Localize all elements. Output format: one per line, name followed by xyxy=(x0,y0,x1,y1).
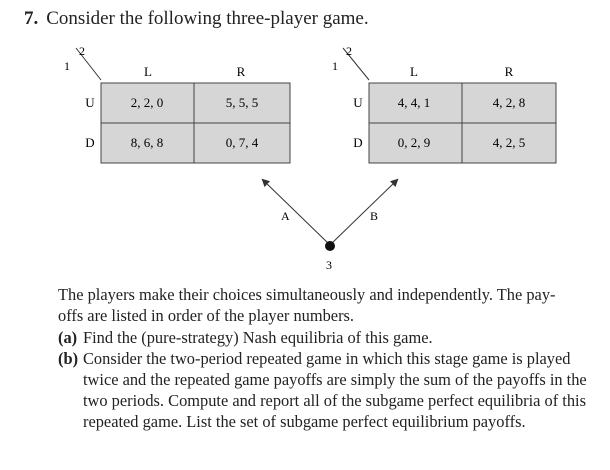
player3-node xyxy=(263,180,397,272)
question-items xyxy=(58,327,588,432)
description-paragraph: The players make their choices simultaneously and independently. The pay-offs are listed in order of the player numbers. xyxy=(58,285,556,325)
payoff-b-dr: 4, 2, 5 xyxy=(492,135,526,150)
item-a-text: Find the (pure-strategy) Nash equilibria of this game. xyxy=(83,328,433,347)
choice-label-a: A xyxy=(281,209,290,223)
payoff-a-ur: 5, 5, 5 xyxy=(225,95,259,110)
item-a xyxy=(58,327,588,348)
row-label-d: D xyxy=(85,135,95,150)
payoff-a-ul: 2, 2, 0 xyxy=(130,95,164,110)
corner-player-2: 2 xyxy=(346,44,352,58)
item-b xyxy=(58,348,588,432)
col-label-l: L xyxy=(410,64,418,79)
corner-player-1: 1 xyxy=(64,59,70,73)
arrow-b xyxy=(330,180,397,245)
row-label-d: D xyxy=(353,135,363,150)
item-b-label: (b) xyxy=(58,349,79,368)
decision-node xyxy=(325,241,335,251)
choice-label-b: B xyxy=(370,209,379,223)
question-number: 7. xyxy=(24,8,39,29)
payoff-a-dl: 8, 6, 8 xyxy=(130,135,164,150)
item-a-label: (a) xyxy=(58,328,78,347)
payoff-b-ur: 4, 2, 8 xyxy=(492,95,526,110)
corner-player-1: 1 xyxy=(332,59,338,73)
payoff-b-ul: 4, 4, 1 xyxy=(397,95,431,110)
payoff-matrix-b xyxy=(332,44,556,163)
item-b-text: Consider the two-period repeated game in which this stage game is played twice and the repeated game payoffs are simply the sum of the payoffs in the two periods. Compute and report all of the subgame perfect equilibria of this repeated game. List the set of subgame perfect equilibrium payoffs. xyxy=(83,349,587,431)
col-label-r: R xyxy=(236,64,246,79)
payoff-matrix-a xyxy=(64,44,290,163)
player3-label: 3 xyxy=(326,258,332,272)
col-label-r: R xyxy=(504,64,514,79)
corner-player-2: 2 xyxy=(79,44,85,58)
row-label-u: U xyxy=(353,95,363,110)
question-title: Consider the following three-player game. xyxy=(46,8,369,29)
col-label-l: L xyxy=(144,64,152,79)
payoff-b-dl: 0, 2, 9 xyxy=(397,135,431,150)
payoff-a-dr: 0, 7, 4 xyxy=(225,135,259,150)
arrow-a xyxy=(263,180,330,245)
row-label-u: U xyxy=(85,95,95,110)
